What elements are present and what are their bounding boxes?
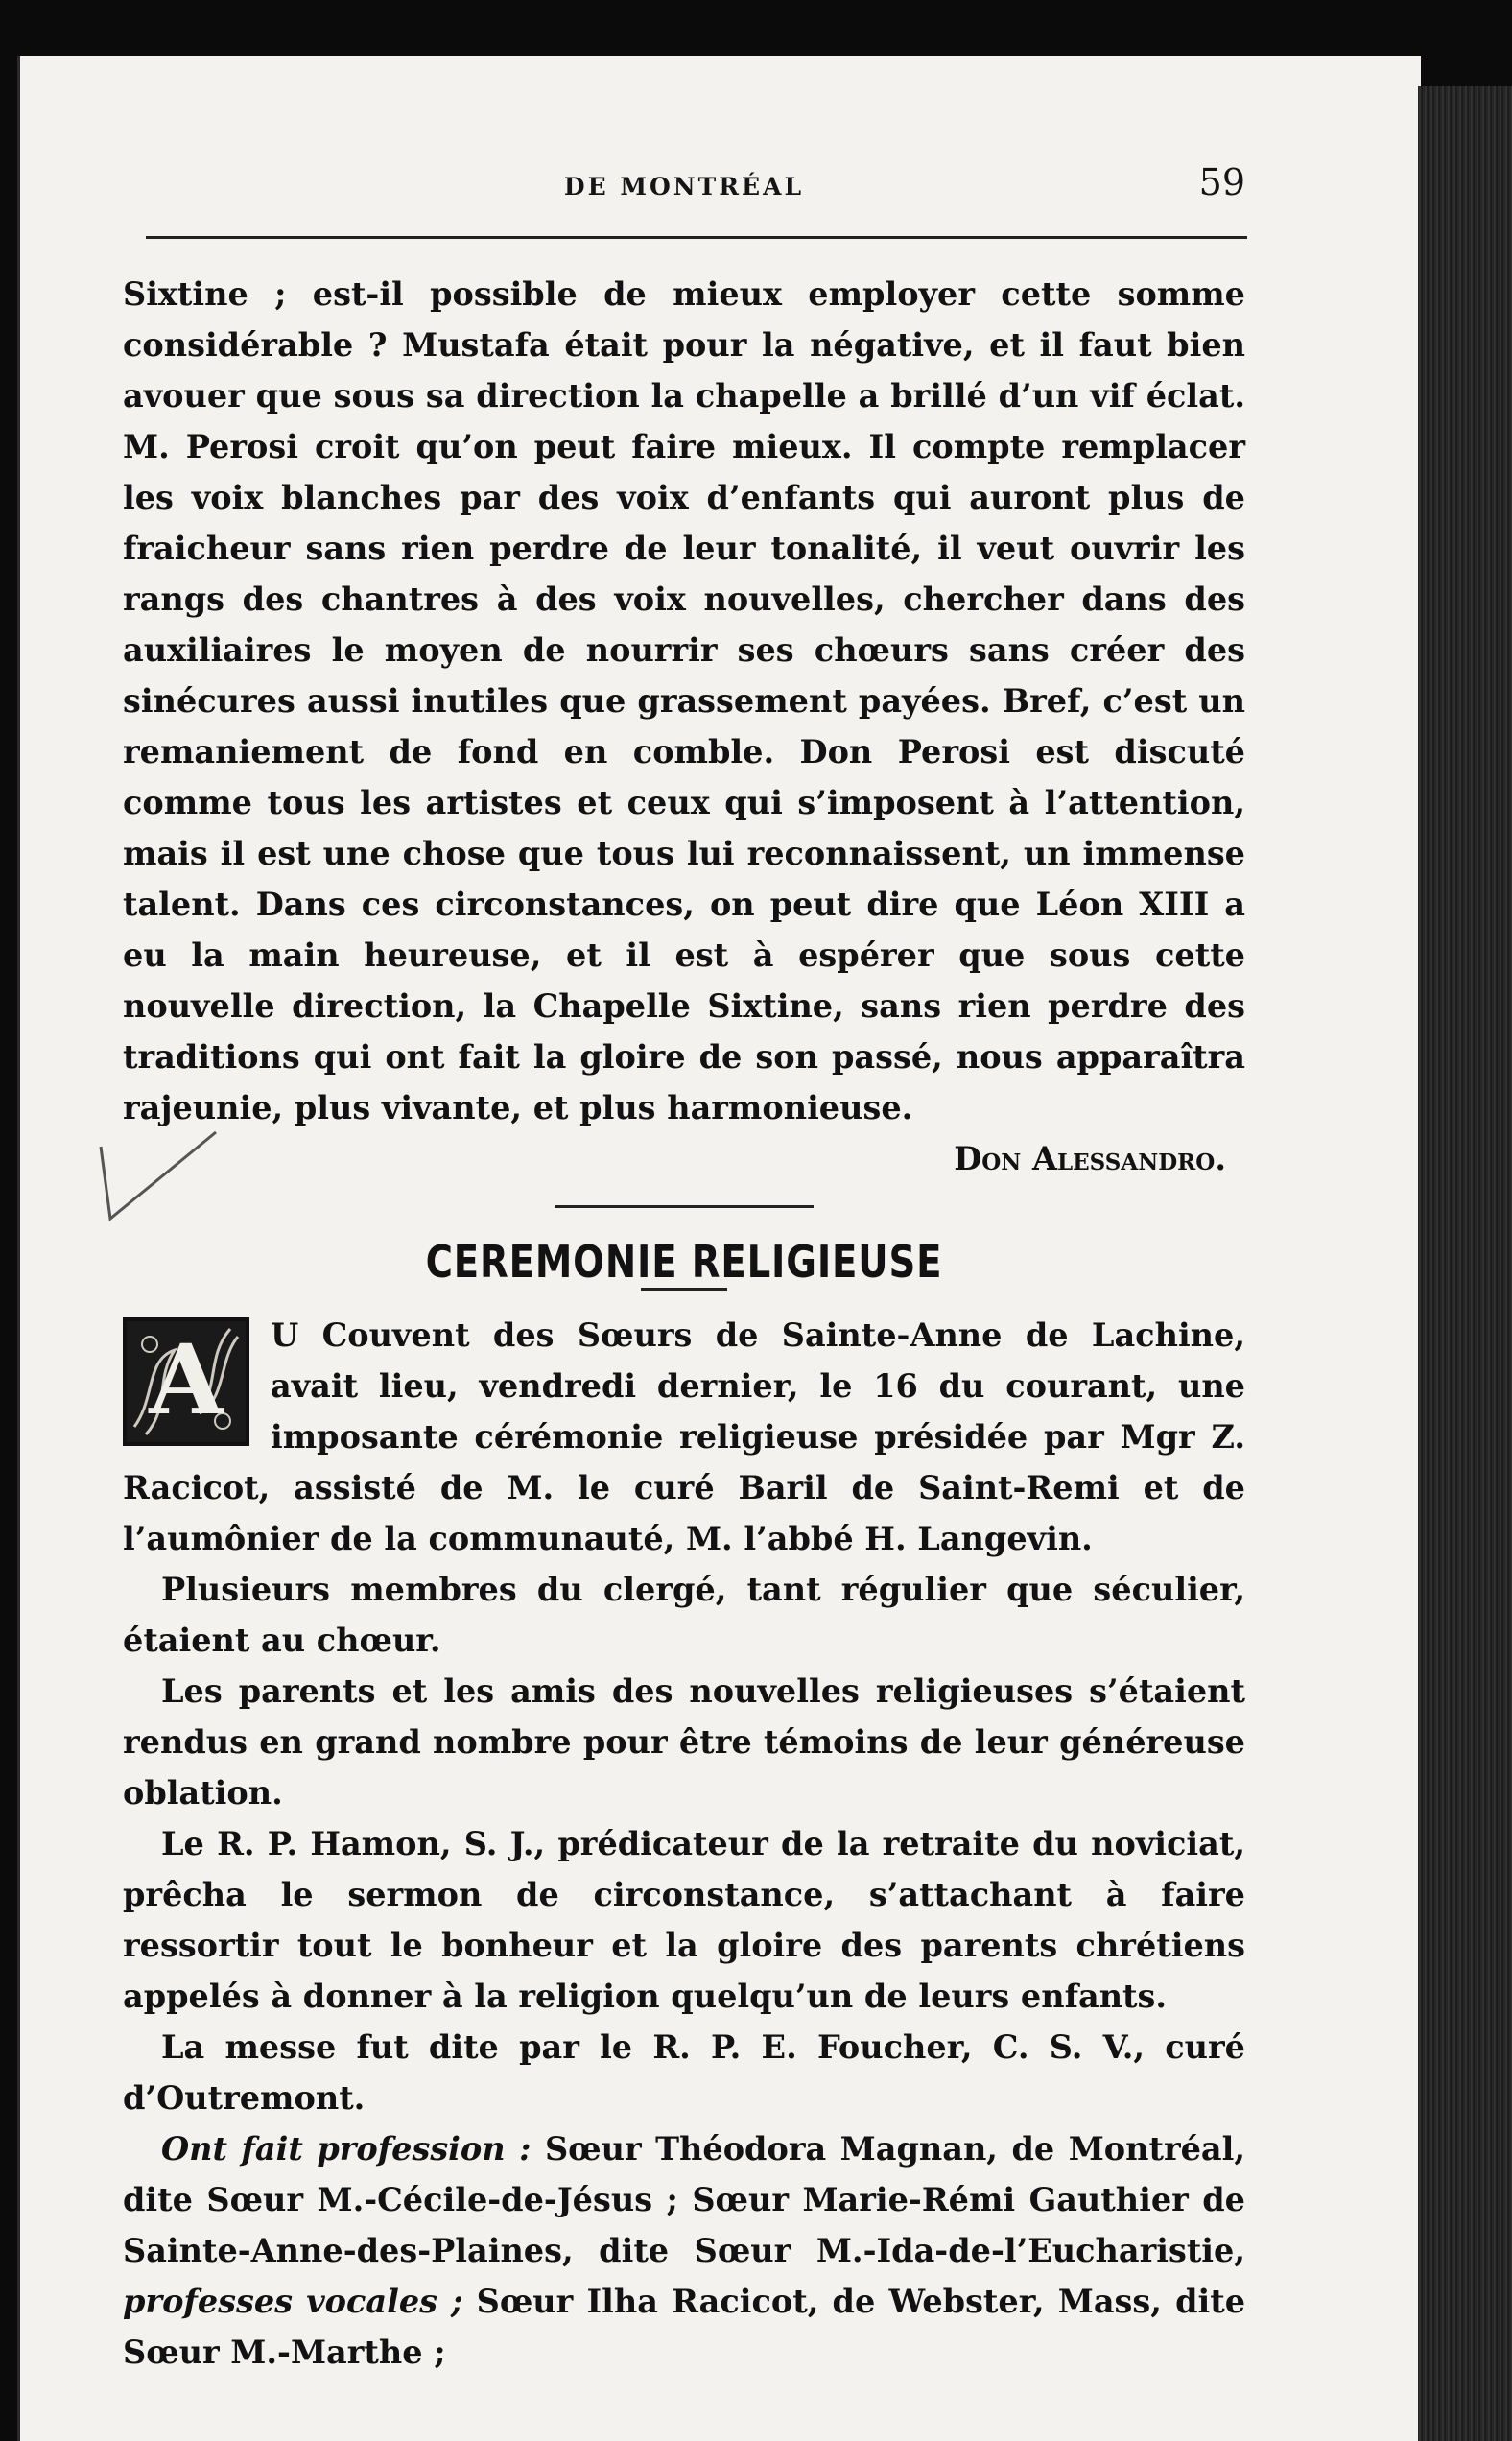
- page-edges: [1418, 86, 1512, 2441]
- page-number: 59: [1198, 161, 1245, 203]
- article-paragraph: Plusieurs membres du clergé, tant régulier que séculier, étaient au chœur.: [123, 1571, 1245, 1659]
- profession-text: Sœur Théodora Magnan, de Montréal, dite Sœur M.-Cécile-de-Jésus ; Sœur Marie-Rémi Gauthier de Sainte-Anne-des-Plaines, dite Sœur M.-Ida-de-l’Eucharistie,: [123, 2130, 1246, 2269]
- dropcap-letter: A: [149, 1323, 224, 1436]
- dropcap-ornament: [123, 1317, 249, 1446]
- page-body: [123, 269, 1245, 2378]
- article-paragraph: Le R. P. Hamon, S. J., prédicateur de la retraite du noviciat, prêcha le sermon de circonstance, s’attachant à faire ressortir tout le bonheur et la gloire des parents chrétiens appelés à donner à la religion quelqu’un de leurs enfants.: [123, 1825, 1245, 2015]
- article-paragraph: Sixtine ; est-il possible de mieux employer cette somme considérable ? Mustafa était pour la négative, et il faut bien avouer que sous sa direction la chapelle a brillé d’un vif éclat. M. Perosi croit qu’on peut faire mieux. Il compte remplacer les voix blanches par des voix d’enfants qui auront plus de fraicheur sans rien perdre de leur tonalité, il veut ouvrir les rangs des chantres à des voix nouvelles, chercher dans des auxiliaires le moyen de nourrir ses chœurs sans créer des sinécures aussi inutiles que grassement payées. Bref, c’est un remaniement de fond en comble. Don Perosi est discuté comme tous les artistes et ceux qui s’imposent à l’attention, mais il est une chose que tous lui reconnaissent, un immense talent. Dans ces circonstances, on peut dire que Léon XIII a eu la main heureuse, et il est à espérer que sous cette nouvelle direction, la Chapelle Sixtine, sans rien perdre des traditions qui ont fait la gloire de son passé, nous apparaîtra rajeunie, plus vivante, et plus harmonieuse.: [123, 275, 1245, 1126]
- article-paragraph: [123, 1310, 1245, 1564]
- article-paragraph: La messe fut dite par le R. P. E. Foucher, C. S. V., curé d’Outremont.: [123, 2028, 1245, 2117]
- article-paragraph: [123, 2123, 1245, 2378]
- profession-lead: Ont fait profession :: [161, 2130, 532, 2168]
- page-header: [123, 161, 1245, 219]
- article-title: CEREMONIE RELIGIEUSE: [425, 1236, 943, 1288]
- header-rule: [146, 236, 1247, 239]
- section-divider: [555, 1205, 814, 1208]
- running-head: DE MONTRÉAL: [563, 173, 805, 201]
- signature: Don Alessandro.: [954, 1140, 1226, 1177]
- profession-text-cont: Sœur Ilha Racicot, de Webster, Mass, dite Sœur M.-Marthe ;: [123, 2283, 1246, 2371]
- article-paragraph: Les parents et les amis des nouvelles religieuses s’étaient rendus en grand nombre pour être témoins de leur généreuse oblation.: [123, 1672, 1245, 1812]
- title-rule: [641, 1288, 727, 1291]
- profession-vows: professes vocales ;: [123, 2283, 463, 2320]
- paragraph-text: U Couvent des Sœurs de Sainte-Anne de Lachine, avait lieu, vendredi dernier, le 16 du courant, une imposante cérémonie religieuse présidée par Mgr Z. Racicot, assisté de M. le curé Baril de Saint-Remi et de l’aumônier de la communauté, M. l’abbé H. Langevin.: [123, 1316, 1245, 1557]
